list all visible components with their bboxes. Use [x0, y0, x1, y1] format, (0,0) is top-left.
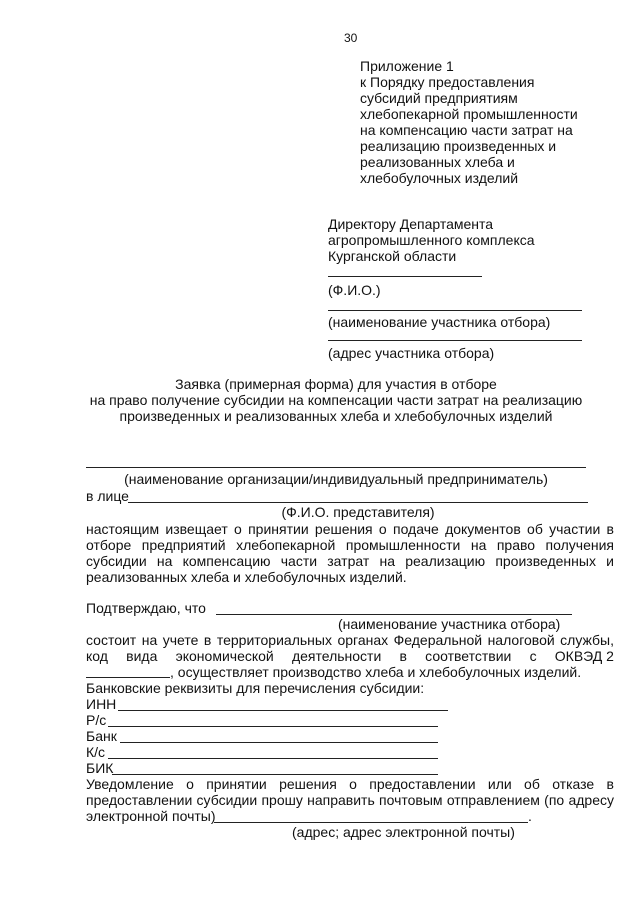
word: или	[487, 776, 512, 792]
corr-account-label: К/с	[86, 744, 106, 760]
word: с	[529, 648, 537, 664]
notice-line	[86, 776, 614, 792]
confirm-caption: (наименование участника отбора)	[338, 616, 561, 632]
confirm-label: Подтверждаю, что	[86, 600, 206, 616]
word: код	[86, 648, 108, 664]
in-person-label: в лице	[86, 488, 129, 504]
corr-account-blank[interactable]	[108, 758, 438, 759]
fio-caption: (Ф.И.О.)	[328, 282, 381, 298]
bik-blank[interactable]	[112, 774, 438, 775]
notice-email-label: электронной почты)	[86, 808, 216, 824]
word: решения	[279, 776, 337, 792]
appendix-line: Приложение 1	[360, 58, 454, 74]
participant-address-caption: (адрес участника отбора)	[328, 345, 495, 361]
bank-label: Банк	[86, 728, 117, 744]
paragraph-line: субсидии на компенсацию части затрат на реализацию произведенных и	[86, 553, 614, 569]
word: предоставлении	[369, 776, 476, 792]
representative-caption: (Ф.И.О. представителя)	[281, 504, 435, 520]
notice-end: .	[528, 808, 532, 824]
paragraph-line: настоящим извещает о принятии решения о подаче документов об участии в	[86, 521, 614, 537]
paragraph-line: предоставлении субсидии прошу направить почтовым отправлением (по адресу	[86, 792, 614, 808]
organization-caption: (наименование организации/индивидуальный предприниматель)	[124, 471, 548, 487]
paragraph-line: реализованных хлеба и хлебобулочных изделий.	[86, 569, 407, 585]
okved-code-blank[interactable]	[86, 677, 170, 678]
appendix-line: реализованных хлеба и	[360, 154, 515, 170]
word: о	[186, 776, 194, 792]
participant-address-blank[interactable]	[328, 340, 582, 341]
account-label: Р/с	[86, 712, 107, 728]
paragraph-line: отборе предприятий хлебопекарной промышленности на право получения	[86, 537, 614, 553]
paragraph-line: , осуществляет производство хлеба и хлебобулочных изделий.	[170, 664, 582, 680]
word: отказе	[552, 776, 595, 792]
okved-line	[86, 648, 614, 664]
appendix-line: реализацию произведенных и	[360, 138, 557, 154]
appendix-line: к Порядку предоставления	[360, 74, 535, 90]
title-line: произведенных и реализованных хлеба и хлебобулочных изделий	[119, 408, 553, 424]
word: Уведомление	[86, 776, 174, 792]
notice-caption: (адрес; адрес электронной почты)	[292, 824, 515, 840]
page-number: 30	[344, 31, 358, 45]
word: в	[606, 776, 614, 792]
appendix-line: хлебопекарной промышленности	[360, 106, 578, 122]
paragraph-line: состоит на учете в территориальных органах Федеральной налоговой службы,	[86, 632, 614, 648]
word: в	[399, 648, 407, 664]
word: об	[524, 776, 540, 792]
confirm-participant-blank[interactable]	[216, 614, 572, 615]
word: принятии	[206, 776, 267, 792]
participant-name-caption: (наименование участника отбора)	[328, 314, 551, 330]
fio-blank[interactable]	[328, 276, 482, 277]
bik-label: БИК	[86, 760, 114, 776]
account-blank[interactable]	[108, 726, 438, 727]
word: экономической	[175, 648, 274, 664]
bank-header: Банковские реквизиты для перечисления субсидии:	[86, 680, 425, 696]
title-line: на право получение субсидии на компенсации части затрат на реализацию	[89, 392, 583, 408]
appendix-line: хлебобулочных изделий	[360, 170, 519, 186]
word: деятельности	[291, 648, 382, 664]
addressee-line: агропромышленного комплекса	[328, 232, 535, 248]
inn-blank[interactable]	[118, 710, 448, 711]
representative-blank[interactable]	[128, 502, 588, 503]
bank-blank[interactable]	[120, 742, 438, 743]
word: о	[349, 776, 357, 792]
title-line: Заявка (примерная форма) для участия в отборе	[175, 376, 497, 392]
word: ОКВЭД 2	[554, 648, 614, 664]
word: соответствии	[425, 648, 512, 664]
appendix-line: на компенсацию части затрат на	[360, 122, 573, 138]
inn-label: ИНН	[86, 696, 117, 712]
email-address-blank[interactable]	[214, 822, 528, 823]
addressee-line: Курганской области	[328, 248, 457, 264]
word: вида	[126, 648, 158, 664]
addressee-line: Директору Департамента	[328, 216, 494, 232]
organization-blank[interactable]	[86, 467, 586, 468]
appendix-line: субсидий предприятиям	[360, 90, 518, 106]
participant-name-blank[interactable]	[328, 310, 582, 311]
